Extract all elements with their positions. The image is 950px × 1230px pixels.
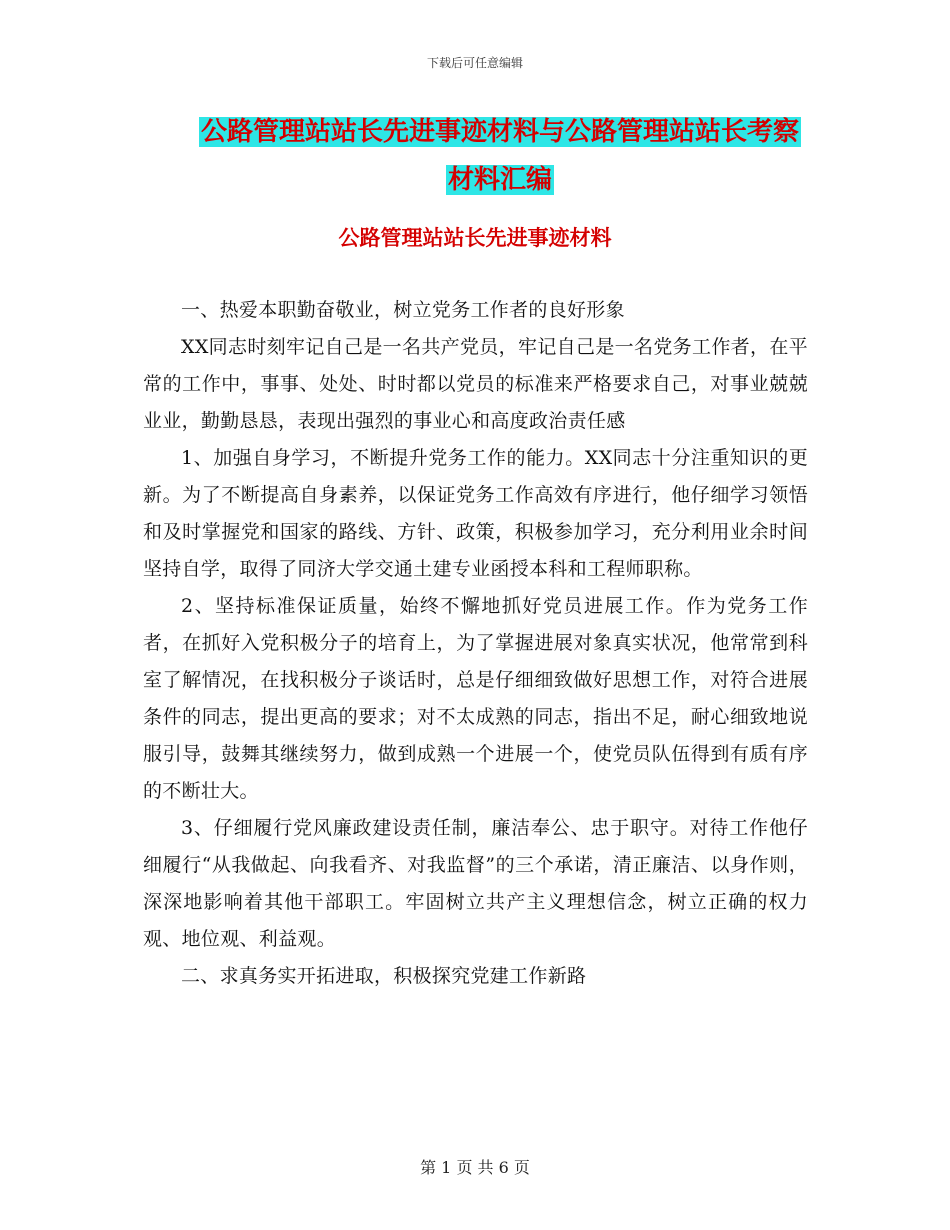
header-note: 下载后可任意编辑 (426, 56, 523, 70)
body-paragraph: 2、坚持标准保证质量，始终不懈地抓好党员进展工作。作为党务工作者，在抓好入党积极分子的培育上，为了掌握进展对象真实状况，他常常到科室了解情况，在找积极分子谈话时，总是仔细细致做好思想工作，对符合进展条件的同志，提出更高的要求；对不太成熟的同志，指出不足，耐心细致地说服引导，鼓舞其继续努力，做到成熟一个进展一个，使党员队伍得到有质有序的不断壮大。 (143, 595, 808, 802)
document-body (143, 292, 808, 995)
body-paragraph: XX同志时刻牢记自己是一名共产党员，牢记自己是一名党务工作者，在平常的工作中，事事、处处、时时都以党员的标准来严格要求自己，对事业兢兢业业，勤勤恳恳，表现出强烈的事业心和高度政治责任感 (143, 336, 808, 432)
heading-paragraph: 二、求真务实开拓进取，积极探究党建工作新路 (181, 965, 587, 987)
section-title: 公路管理站站长先进事迹材料 (338, 226, 612, 250)
title-line-1: 公路管理站站长先进事迹材料与公路管理站站长考察 (200, 117, 799, 147)
document-title (150, 108, 850, 204)
heading-paragraph: 一、热爱本职勤奋敬业，树立党务工作者的良好形象 (181, 299, 625, 321)
title-line-2: 材料汇编 (447, 165, 552, 195)
body-paragraph: 3、仔细履行党风廉政建设责任制，廉洁奉公、忠于职守。对待工作他仔细履行“从我做起、向我看齐、对我监督”的三个承诺，清正廉洁、以身作则，深深地影响着其他干部职工。牢固树立共产主义理想信念，树立正确的权力观、地位观、利益观。 (143, 817, 808, 950)
page-footer: 第 1 页 共 6 页 (420, 1158, 530, 1177)
body-paragraph: 1、加强自身学习，不断提升党务工作的能力。XX同志十分注重知识的更新。为了不断提高自身素养，以保证党务工作高效有序进行，他仔细学习领悟和及时掌握党和国家的路线、方针、政策，积极参加学习，充分利用业余时间坚持自学，取得了同济大学交通土建专业函授本科和工程师职称。 (143, 447, 808, 580)
